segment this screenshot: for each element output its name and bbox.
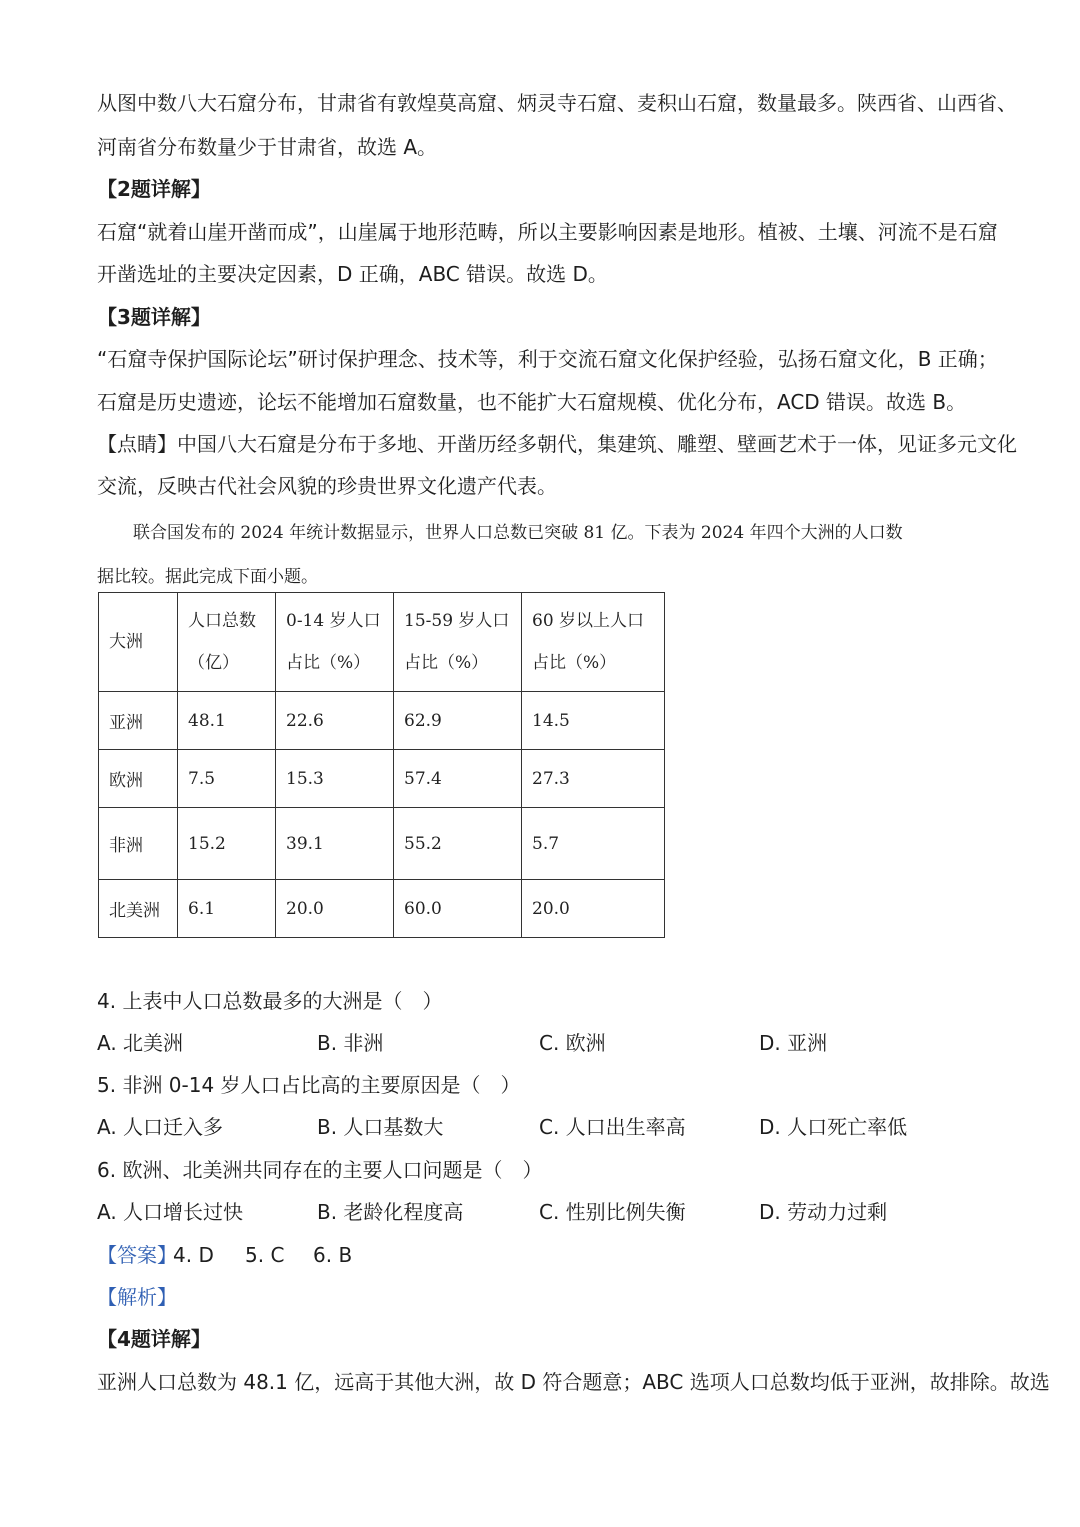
- table-cell: 55.2: [394, 808, 522, 880]
- answer-4: 4. D: [173, 1243, 214, 1267]
- table-cell: 22.6: [276, 692, 394, 750]
- intro-line: 据比较。据此完成下面小题。: [97, 567, 318, 587]
- table-cell: 北美洲: [99, 880, 178, 938]
- option: B. 老龄化程度高: [317, 1200, 464, 1224]
- table-cell: 15.2: [178, 808, 276, 880]
- table-header-row: [99, 593, 665, 692]
- table-cell: 非洲: [99, 808, 178, 880]
- option: A. 人口增长过快: [97, 1200, 244, 1224]
- table-row: [99, 692, 665, 750]
- option: A. 北美洲: [97, 1031, 184, 1055]
- table-cell: 48.1: [178, 692, 276, 750]
- population-table: [98, 592, 665, 938]
- option: D. 劳动力过剩: [759, 1200, 888, 1224]
- table-cell: 39.1: [276, 808, 394, 880]
- explanation-line: 从图中数八大石窟分布，甘肃省有敦煌莫高窟、炳灵寺石窟、麦积山石窟，数量最多。陕西省、山西省、: [97, 91, 1017, 115]
- option: C. 性别比例失衡: [539, 1200, 686, 1224]
- table-row: [99, 880, 665, 938]
- table-row: [99, 750, 665, 808]
- explanation-line: 河南省分布数量少于甘肃省，故选 A。: [97, 135, 438, 159]
- table-header-cell: 15-59 岁人口 占比（%）: [394, 593, 522, 692]
- analysis-label: 【解析】: [97, 1285, 177, 1309]
- table-cell: 60.0: [394, 880, 522, 938]
- question-stem: 4. 上表中人口总数最多的大洲是（ ）: [97, 989, 443, 1013]
- dianjing-line: 交流，反映古代社会风貌的珍贵世界文化遗产代表。: [97, 474, 557, 498]
- table-cell: 62.9: [394, 692, 522, 750]
- option: C. 人口出生率高: [539, 1115, 686, 1139]
- intro-line: 联合国发布的 2024 年统计数据显示，世界人口总数已突破 81 亿。下表为 2024 年四个大洲的人口数: [133, 523, 903, 543]
- table-cell: 20.0: [276, 880, 394, 938]
- table-header-cell: 人口总数 （亿）: [178, 593, 276, 692]
- table-header-cell: 60 岁以上人口 占比（%）: [522, 593, 665, 692]
- section-heading-q4: 【4题详解】: [97, 1327, 211, 1351]
- answer-5: 5. C: [245, 1243, 285, 1267]
- option: A. 人口迁入多: [97, 1115, 224, 1139]
- table-header-cell: 大洲: [99, 593, 178, 692]
- section-heading-q2: 【2题详解】: [97, 177, 211, 201]
- table-cell: 57.4: [394, 750, 522, 808]
- question-stem: 5. 非洲 0-14 岁人口占比高的主要原因是（ ）: [97, 1073, 521, 1097]
- table-cell: 27.3: [522, 750, 665, 808]
- explanation-line: 亚洲人口总数为 48.1 亿，远高于其他大洲，故 D 符合题意；ABC 选项人口总数均低于亚洲，故排除。故选: [97, 1370, 1050, 1394]
- table-cell: 6.1: [178, 880, 276, 938]
- dianjing-line: 【点睛】中国八大石窟是分布于多地、开凿历经多朝代，集建筑、雕塑、壁画艺术于一体，见证多元文化: [97, 432, 1017, 456]
- question-stem: 6. 欧洲、北美洲共同存在的主要人口问题是（ ）: [97, 1158, 543, 1182]
- table-cell: 欧洲: [99, 750, 178, 808]
- table-cell: 14.5: [522, 692, 665, 750]
- explanation-line: “石窟寺保护国际论坛”研讨保护理念、技术等，利于交流石窟文化保护经验，弘扬石窟文化，B 正确；: [97, 347, 998, 371]
- option: B. 非洲: [317, 1031, 384, 1055]
- answer-6: 6. B: [313, 1243, 353, 1267]
- option: C. 欧洲: [539, 1031, 606, 1055]
- table-cell: 亚洲: [99, 692, 178, 750]
- table-cell: 20.0: [522, 880, 665, 938]
- section-heading-q3: 【3题详解】: [97, 305, 211, 329]
- option: D. 亚洲: [759, 1031, 828, 1055]
- answer-label: 【答案】: [97, 1243, 177, 1267]
- table-cell: 7.5: [178, 750, 276, 808]
- table-cell: 5.7: [522, 808, 665, 880]
- explanation-line: 开凿选址的主要决定因素，D 正确，ABC 错误。故选 D。: [97, 262, 608, 286]
- table-header-cell: 0-14 岁人口 占比（%）: [276, 593, 394, 692]
- table-cell: 15.3: [276, 750, 394, 808]
- table-row: [99, 808, 665, 880]
- option: D. 人口死亡率低: [759, 1115, 908, 1139]
- option: B. 人口基数大: [317, 1115, 444, 1139]
- explanation-line: 石窟是历史遗迹，论坛不能增加石窟数量，也不能扩大石窟规模、优化分布，ACD 错误。故选 B。: [97, 390, 967, 414]
- explanation-line: 石窟“就着山崖开凿而成”，山崖属于地形范畴，所以主要影响因素是地形。植被、土壤、河流不是石窟: [97, 220, 998, 244]
